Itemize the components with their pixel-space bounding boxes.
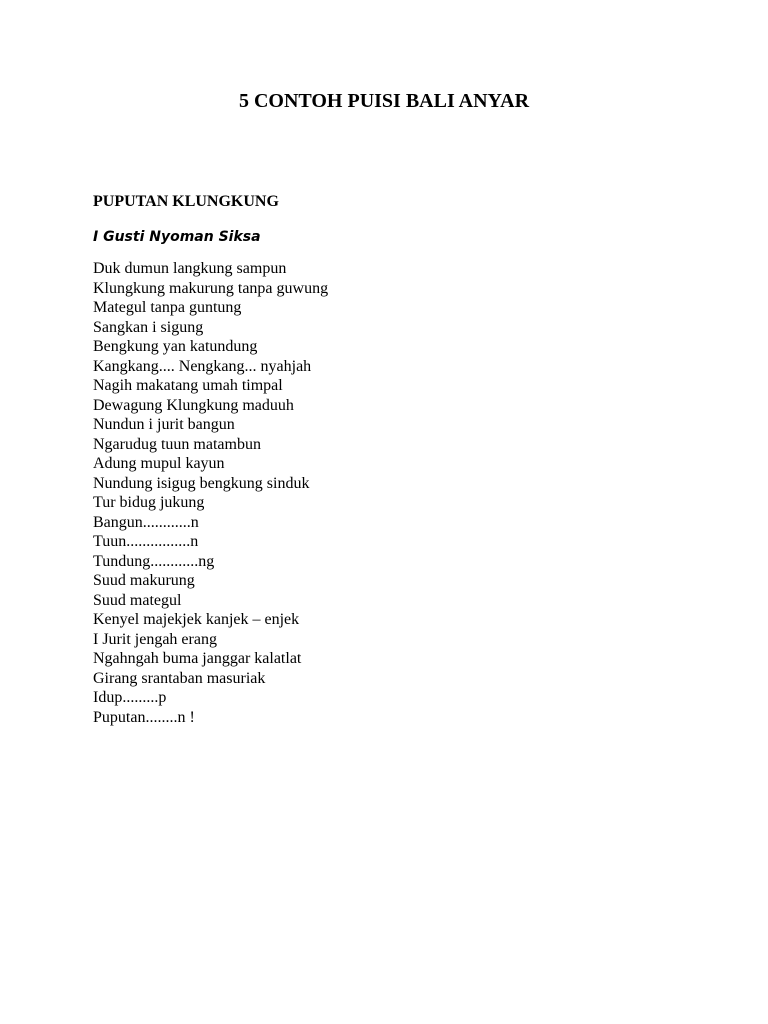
- poem-line: Ngahngah buma janggar kalatlat: [93, 650, 302, 667]
- poem-line: Kangkang.... Nengkang... nyahjah: [93, 357, 312, 375]
- poem-line: Nundun i jurit bangun: [93, 416, 235, 433]
- poem-line: Duk dumun langkung sampun: [93, 260, 287, 277]
- poem-line: Mategul tanpa guntung: [93, 299, 242, 316]
- poem-line: Suud makurung: [93, 572, 195, 589]
- poem-line: Nundung isigug bengkung sinduk: [93, 474, 310, 492]
- poem-line: Sangkan i sigung: [93, 318, 204, 336]
- poem-line: Tur bidug jukung: [93, 494, 205, 511]
- poem-line: Dewagung Klungkung maduuh: [93, 396, 294, 414]
- document-title: 5 CONTOH PUISI BALI ANYAR: [238, 90, 530, 112]
- poem-line: Suud mategul: [93, 591, 182, 609]
- poem-body: [93, 259, 328, 727]
- poem-title: PUPUTAN KLUNGKUNG: [93, 193, 279, 210]
- poem-line: Puputan........n !: [93, 708, 195, 726]
- poem-line: Ngarudug tuun matambun: [93, 435, 261, 453]
- poem-line: I Jurit jengah erang: [93, 630, 217, 648]
- poem-line: Adung mupul kayun: [93, 455, 225, 472]
- poem-line: Kenyel majekjek kanjek – enjek: [93, 611, 300, 628]
- poem-line: Idup.........p: [93, 689, 167, 706]
- poem-author: I Gusti Nyoman Siksa: [93, 229, 261, 245]
- poem-line: Bangun............n: [93, 513, 199, 531]
- poem-line: Bengkung yan katundung: [93, 338, 258, 355]
- poem-line: Klungkung makurung tanpa guwung: [93, 279, 329, 297]
- poem-line: Tuun................n: [93, 533, 199, 550]
- poem-line: Nagih makatang umah timpal: [93, 377, 283, 394]
- poem-line: Tundung............ng: [93, 552, 215, 570]
- poem-line: Girang srantaban masuriak: [93, 669, 266, 687]
